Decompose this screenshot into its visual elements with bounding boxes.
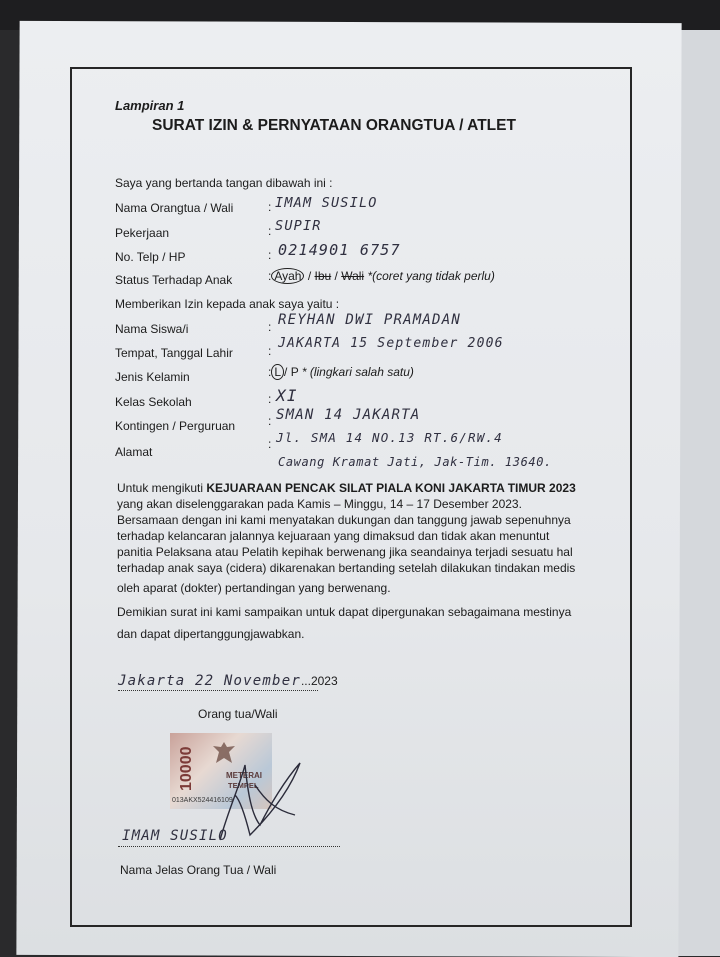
phone-label: No. Telp / HP <box>115 250 186 264</box>
colon: : <box>268 320 272 334</box>
year: ...2023 <box>300 674 338 688</box>
body-line-4: terhadap kelancaran jalannya kejuaraan yang dimaksud dan tidak akan menuntut <box>117 529 550 543</box>
closing-line-2: dan dapat dipertanggungjawabkan. <box>117 627 305 641</box>
address-line-2: Cawang Kramat Jati, Jak-Tim. 13640. <box>278 455 552 469</box>
place-date-value: Jakarta 22 November <box>118 673 301 689</box>
colon: : <box>268 414 272 428</box>
colon: : <box>268 248 272 262</box>
job-value: SUPIR <box>275 218 322 234</box>
student-name-label: Nama Siswa/i <box>115 322 189 336</box>
contingent-value: SMAN 14 JAKARTA <box>276 407 421 423</box>
colon: : <box>268 200 272 214</box>
date-dotted-line <box>118 690 318 691</box>
body-line-1 <box>117 482 576 494</box>
status-options: : Ayah / Ibu / Wali *(coret yang tidak perlu) <box>268 269 495 283</box>
closing-line-1: Demikian surat ini kami sampaikan untuk dapat dipergunakan sebagaimana mestinya <box>117 605 572 619</box>
place-date <box>118 672 338 690</box>
body-line-7: oleh aparat (dokter) pertandingan yang berwenang. <box>117 581 391 595</box>
parent-name-label: Nama Orangtua / Wali <box>115 201 234 215</box>
student-name-value: REYHAN DWI PRAMADAN <box>278 312 461 328</box>
gender-label: Jenis Kelamin <box>115 370 190 384</box>
gender-option-p: P <box>290 365 299 379</box>
class-label: Kelas Sekolah <box>115 395 192 409</box>
job-label: Pekerjaan <box>115 226 170 240</box>
stamp-value: 10000 <box>178 746 195 791</box>
document-title: SURAT IZIN & PERNYATAAN ORANGTUA / ATLET <box>152 117 516 134</box>
stamp-line-1: METERAI <box>226 771 262 780</box>
body-line-5: panitia Pelaksana atau Pelatih kepihak berwenang jika seandainya terjadi sesuatu hal <box>117 545 573 559</box>
parent-name-value: IMAM SUSILO <box>275 195 378 211</box>
signer-name: IMAM SUSILO <box>122 828 228 844</box>
intro-text: Saya yang bertanda tangan dibawah ini : <box>115 176 333 190</box>
status-label: Status Terhadap Anak <box>115 273 233 287</box>
contingent-label: Kontingen / Perguruan <box>115 419 236 433</box>
permit-intro: Memberikan Izin kepada anak saya yaitu : <box>115 297 340 311</box>
class-value: XI <box>276 386 298 405</box>
event-name: KEJUARAAN PENCAK SILAT PIALA KONI JAKARTA TIMUR 2023 <box>206 481 576 495</box>
gender-note: * (lingkari salah satu) <box>301 365 414 379</box>
colon: : <box>268 392 272 406</box>
signer-dotted-line <box>118 846 340 847</box>
body-line-6: terhadap anak saya (cidera) dikarenakan bertanding setelah dilakukan tindakan medis <box>117 561 576 575</box>
lampiran-label: Lampiran 1 <box>115 98 185 113</box>
signer-label: Nama Jelas Orang Tua / Wali <box>120 863 277 877</box>
birth-label: Tempat, Tanggal Lahir <box>115 346 233 360</box>
gender-options: : L / P * (lingkari salah satu) <box>268 365 414 379</box>
address-line-1: Jl. SMA 14 NO.13 RT.6/RW.4 <box>276 430 503 445</box>
status-option-wali: Wali <box>341 269 365 283</box>
stamp-code: 013AKX524416109 <box>172 797 233 804</box>
stamp-line-2: TEMPEL <box>228 781 259 790</box>
phone-value: 0214901 6757 <box>278 241 401 259</box>
status-note: *(coret yang tidak perlu) <box>367 269 495 283</box>
body-line-2: yang akan diselenggarakan pada Kamis – Minggu, 14 – 17 Desember 2023. <box>117 497 522 511</box>
status-option-ayah: Ayah <box>271 268 304 284</box>
birth-value: JAKARTA 15 September 2006 <box>278 336 504 351</box>
gender-option-l: L <box>271 364 284 380</box>
address-label: Alamat <box>115 445 153 459</box>
colon: : <box>268 437 272 451</box>
status-option-ibu: Ibu <box>314 269 332 283</box>
role-label: Orang tua/Wali <box>198 707 278 721</box>
body-line-1a: Untuk mengikuti <box>117 481 207 495</box>
body-line-3: Bersamaan dengan ini kami menyatakan dukungan dan tanggung jawab sepenuhnya <box>117 513 571 527</box>
colon: : <box>268 344 272 358</box>
colon: : <box>268 224 272 238</box>
